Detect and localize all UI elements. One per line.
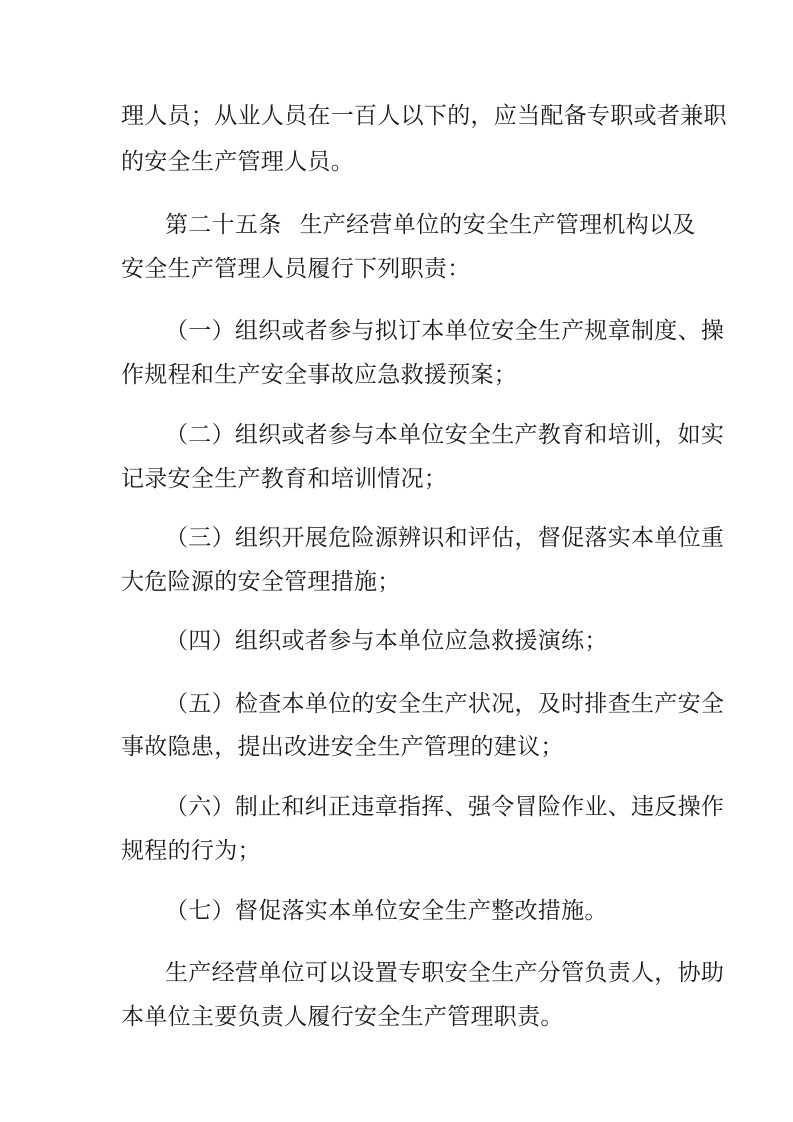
item-6-line-2: 规程的行为； bbox=[121, 838, 261, 864]
item-3-line-1: （三）组织开展危险源辨识和评估，督促落实本单位重 bbox=[165, 525, 725, 551]
intro-line-2: 的安全生产管理人员。 bbox=[121, 149, 354, 175]
closing-line-1: 生产经营单位可以设置专职安全生产分管负责人，协助 bbox=[165, 960, 725, 986]
article-lead-line-2: 安全生产管理人员履行下列职责： bbox=[121, 256, 471, 282]
article-25-heading-line bbox=[165, 209, 696, 241]
item-6-line-1: （六）制止和纠正违章指挥、强令冒险作业、违反操作 bbox=[165, 794, 725, 820]
closing-line-2: 本单位主要负责人履行安全生产管理职责。 bbox=[121, 1004, 564, 1030]
item-4-line-1: （四）组织或者参与本单位应急救援演练； bbox=[165, 628, 608, 654]
item-5-line-2: 事故隐患，提出改进安全生产管理的建议； bbox=[121, 734, 564, 760]
article-number: 第二十五条 bbox=[165, 212, 282, 238]
item-3-line-2: 大危险源的安全管理措施； bbox=[121, 569, 401, 595]
item-7-line-1: （七）督促落实本单位安全生产整改措施。 bbox=[165, 898, 608, 924]
item-1-line-2: 作规程和生产安全事故应急救援预案； bbox=[121, 362, 518, 388]
item-2-line-1: （二）组织或者参与本单位安全生产教育和培训，如实 bbox=[165, 422, 725, 448]
item-1-line-1: （一）组织或者参与拟订本单位安全生产规章制度、操 bbox=[165, 318, 725, 344]
intro-line-1: 理人员；从业人员在一百人以下的，应当配备专职或者兼职 bbox=[121, 103, 727, 129]
item-2-line-2: 记录安全生产教育和培训情况； bbox=[121, 466, 448, 492]
item-5-line-1: （五）检查本单位的安全生产状况，及时排查生产安全 bbox=[165, 691, 725, 717]
article-lead-text: 生产经营单位的安全生产管理机构以及 bbox=[299, 212, 696, 238]
